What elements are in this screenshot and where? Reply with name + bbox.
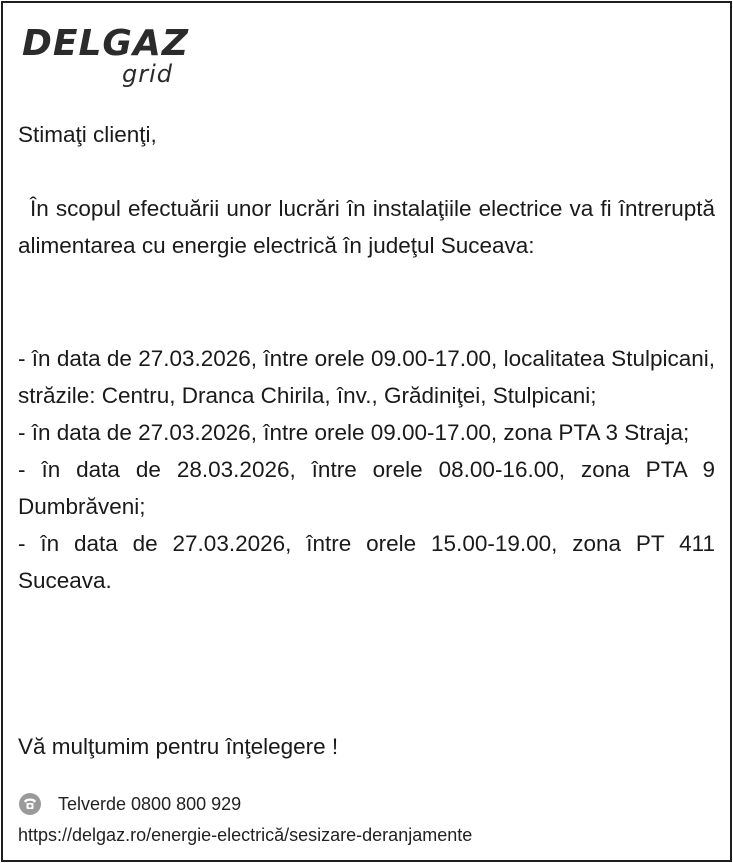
thanks-message: Vă mulţumim pentru înţelegere ! bbox=[18, 734, 339, 759]
intro-paragraph: În scopul efectuării unor lucrări în instalaţiile electrice va fi întreruptă alimentarea cu energie electrică în judeţul Suceava: bbox=[18, 196, 715, 258]
outage-list bbox=[18, 340, 715, 599]
outage-item: - în data de 28.03.2026, între orele 08.00-16.00, zona PTA 9 Dumbrăveni; bbox=[18, 457, 715, 519]
hotline-number: Telverde 0800 800 929 bbox=[58, 793, 242, 814]
logo-wordmark: DELGAZ bbox=[22, 23, 189, 64]
outage-item: - în data de 27.03.2026, între orele 09.00-17.00, localitatea Stulpicani, străzile: Centru, Dranca Chirila, înv., Grădiniţei, Stulpicani; bbox=[18, 346, 715, 408]
delgaz-grid-logo bbox=[22, 24, 192, 88]
logo-subtitle: grid bbox=[122, 60, 174, 88]
greeting: Stimaţi clienţi, bbox=[18, 122, 157, 147]
hotline-contact bbox=[18, 790, 241, 818]
outage-item: - în data de 27.03.2026, între orele 15.00-19.00, zona PT 411 Suceava. bbox=[18, 531, 715, 593]
telephone-icon bbox=[18, 792, 42, 816]
outage-item: - în data de 27.03.2026, între orele 09.00-17.00, zona PTA 3 Straja; bbox=[18, 420, 690, 445]
report-outage-url[interactable]: https://delgaz.ro/energie-electrică/sesizare-deranjamente bbox=[18, 825, 473, 845]
